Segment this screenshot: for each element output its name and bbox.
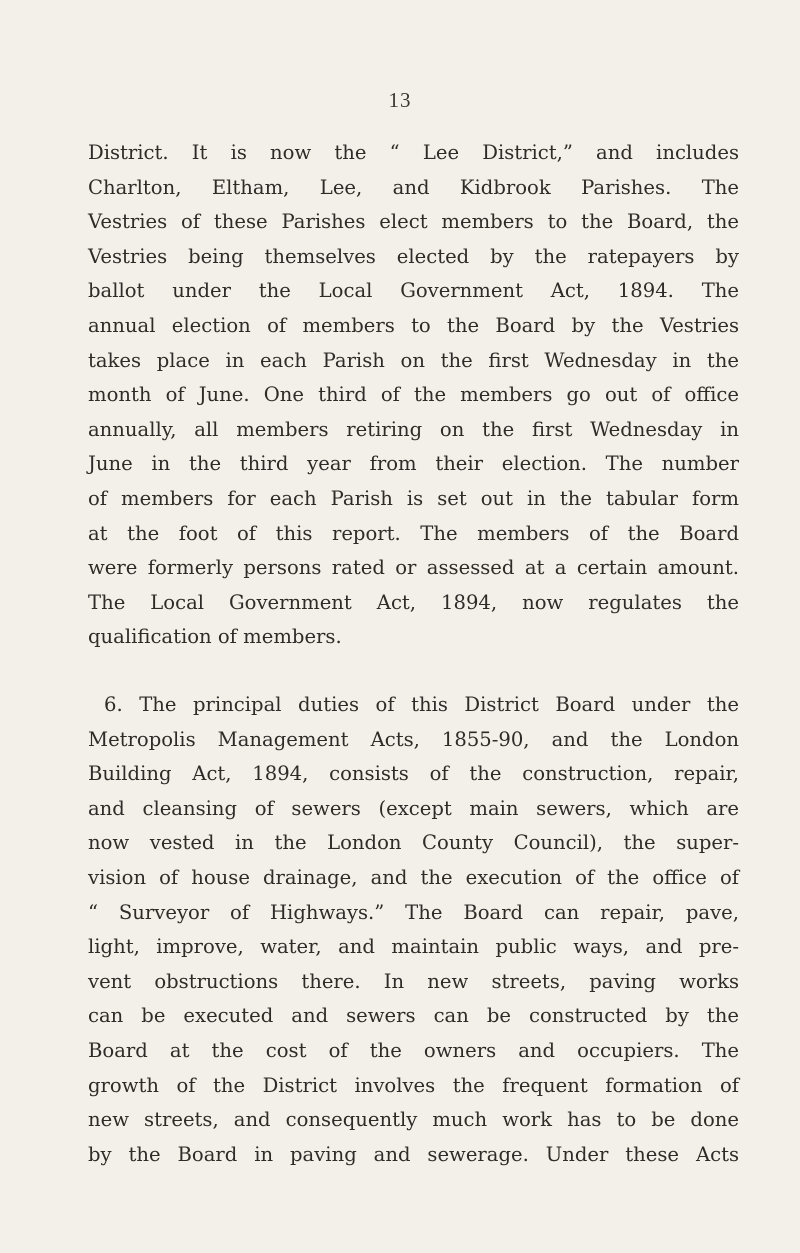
text-line: takes place in each Parish on the first Wednesday in the [88, 348, 739, 372]
text-line: ballot under the Local Government Act, 1894. The [88, 279, 739, 303]
text-line: Building Act, 1894, consists of the construction, repair, [88, 762, 739, 786]
text-line: District. It is now the “ Lee District,” and includes [88, 141, 739, 164]
text-line: were formerly persons rated or assessed at a certain amount. [88, 556, 739, 580]
text-line: Vestries of these Parishes elect members to the Board, the [88, 210, 739, 234]
text-line: and cleansing of sewers (except main sewers, which are [88, 796, 739, 820]
text-line: Board at the cost of the owners and occupiers. The [88, 1038, 739, 1062]
text-line: vision of house drainage, and the execution of the office of [88, 865, 739, 889]
page-number: 13 [388, 88, 412, 112]
text-line: month of June. One third of the members go out of office [88, 383, 739, 407]
text-line: annual election of members to the Board by the Vestries [88, 313, 739, 337]
text-line: June in the third year from their election. The number [88, 452, 739, 476]
text-line: can be executed and sewers can be constructed by the [88, 1004, 739, 1028]
text-line: new streets, and consequently much work has to be done [88, 1108, 739, 1132]
text-line: Vestries being themselves elected by the ratepayers by [88, 244, 739, 268]
text-line: by the Board in paving and sewerage. Under these Acts [88, 1142, 739, 1166]
text-line: of members for each Parish is set out in the tabular form [88, 486, 739, 510]
text-line: “ Surveyor of Highways.” The Board can repair, pave, [88, 900, 739, 924]
text-line: 6. The principal duties of this District Board under the [104, 693, 739, 716]
paragraph-lee-district [88, 136, 739, 655]
text-line: annually, all members retiring on the first Wednesday in [88, 417, 739, 441]
text-line: qualification of members. [88, 625, 342, 649]
text-line: now vested in the London County Council), the super- [88, 831, 739, 855]
text-line: Charlton, Eltham, Lee, and Kidbrook Parishes. The [88, 175, 739, 199]
paragraph-principal-duties [88, 688, 739, 1172]
text-line: at the foot of this report. The members of the Board [88, 521, 739, 545]
text-line: The Local Government Act, 1894, now regulates the [88, 590, 739, 614]
text-line: light, improve, water, and maintain public ways, and pre- [88, 935, 739, 959]
text-line: Metropolis Management Acts, 1855-90, and the London [88, 727, 739, 751]
text-line: vent obstructions there. In new streets, paving works [88, 969, 739, 993]
text-line: growth of the District involves the frequent formation of [88, 1073, 739, 1097]
